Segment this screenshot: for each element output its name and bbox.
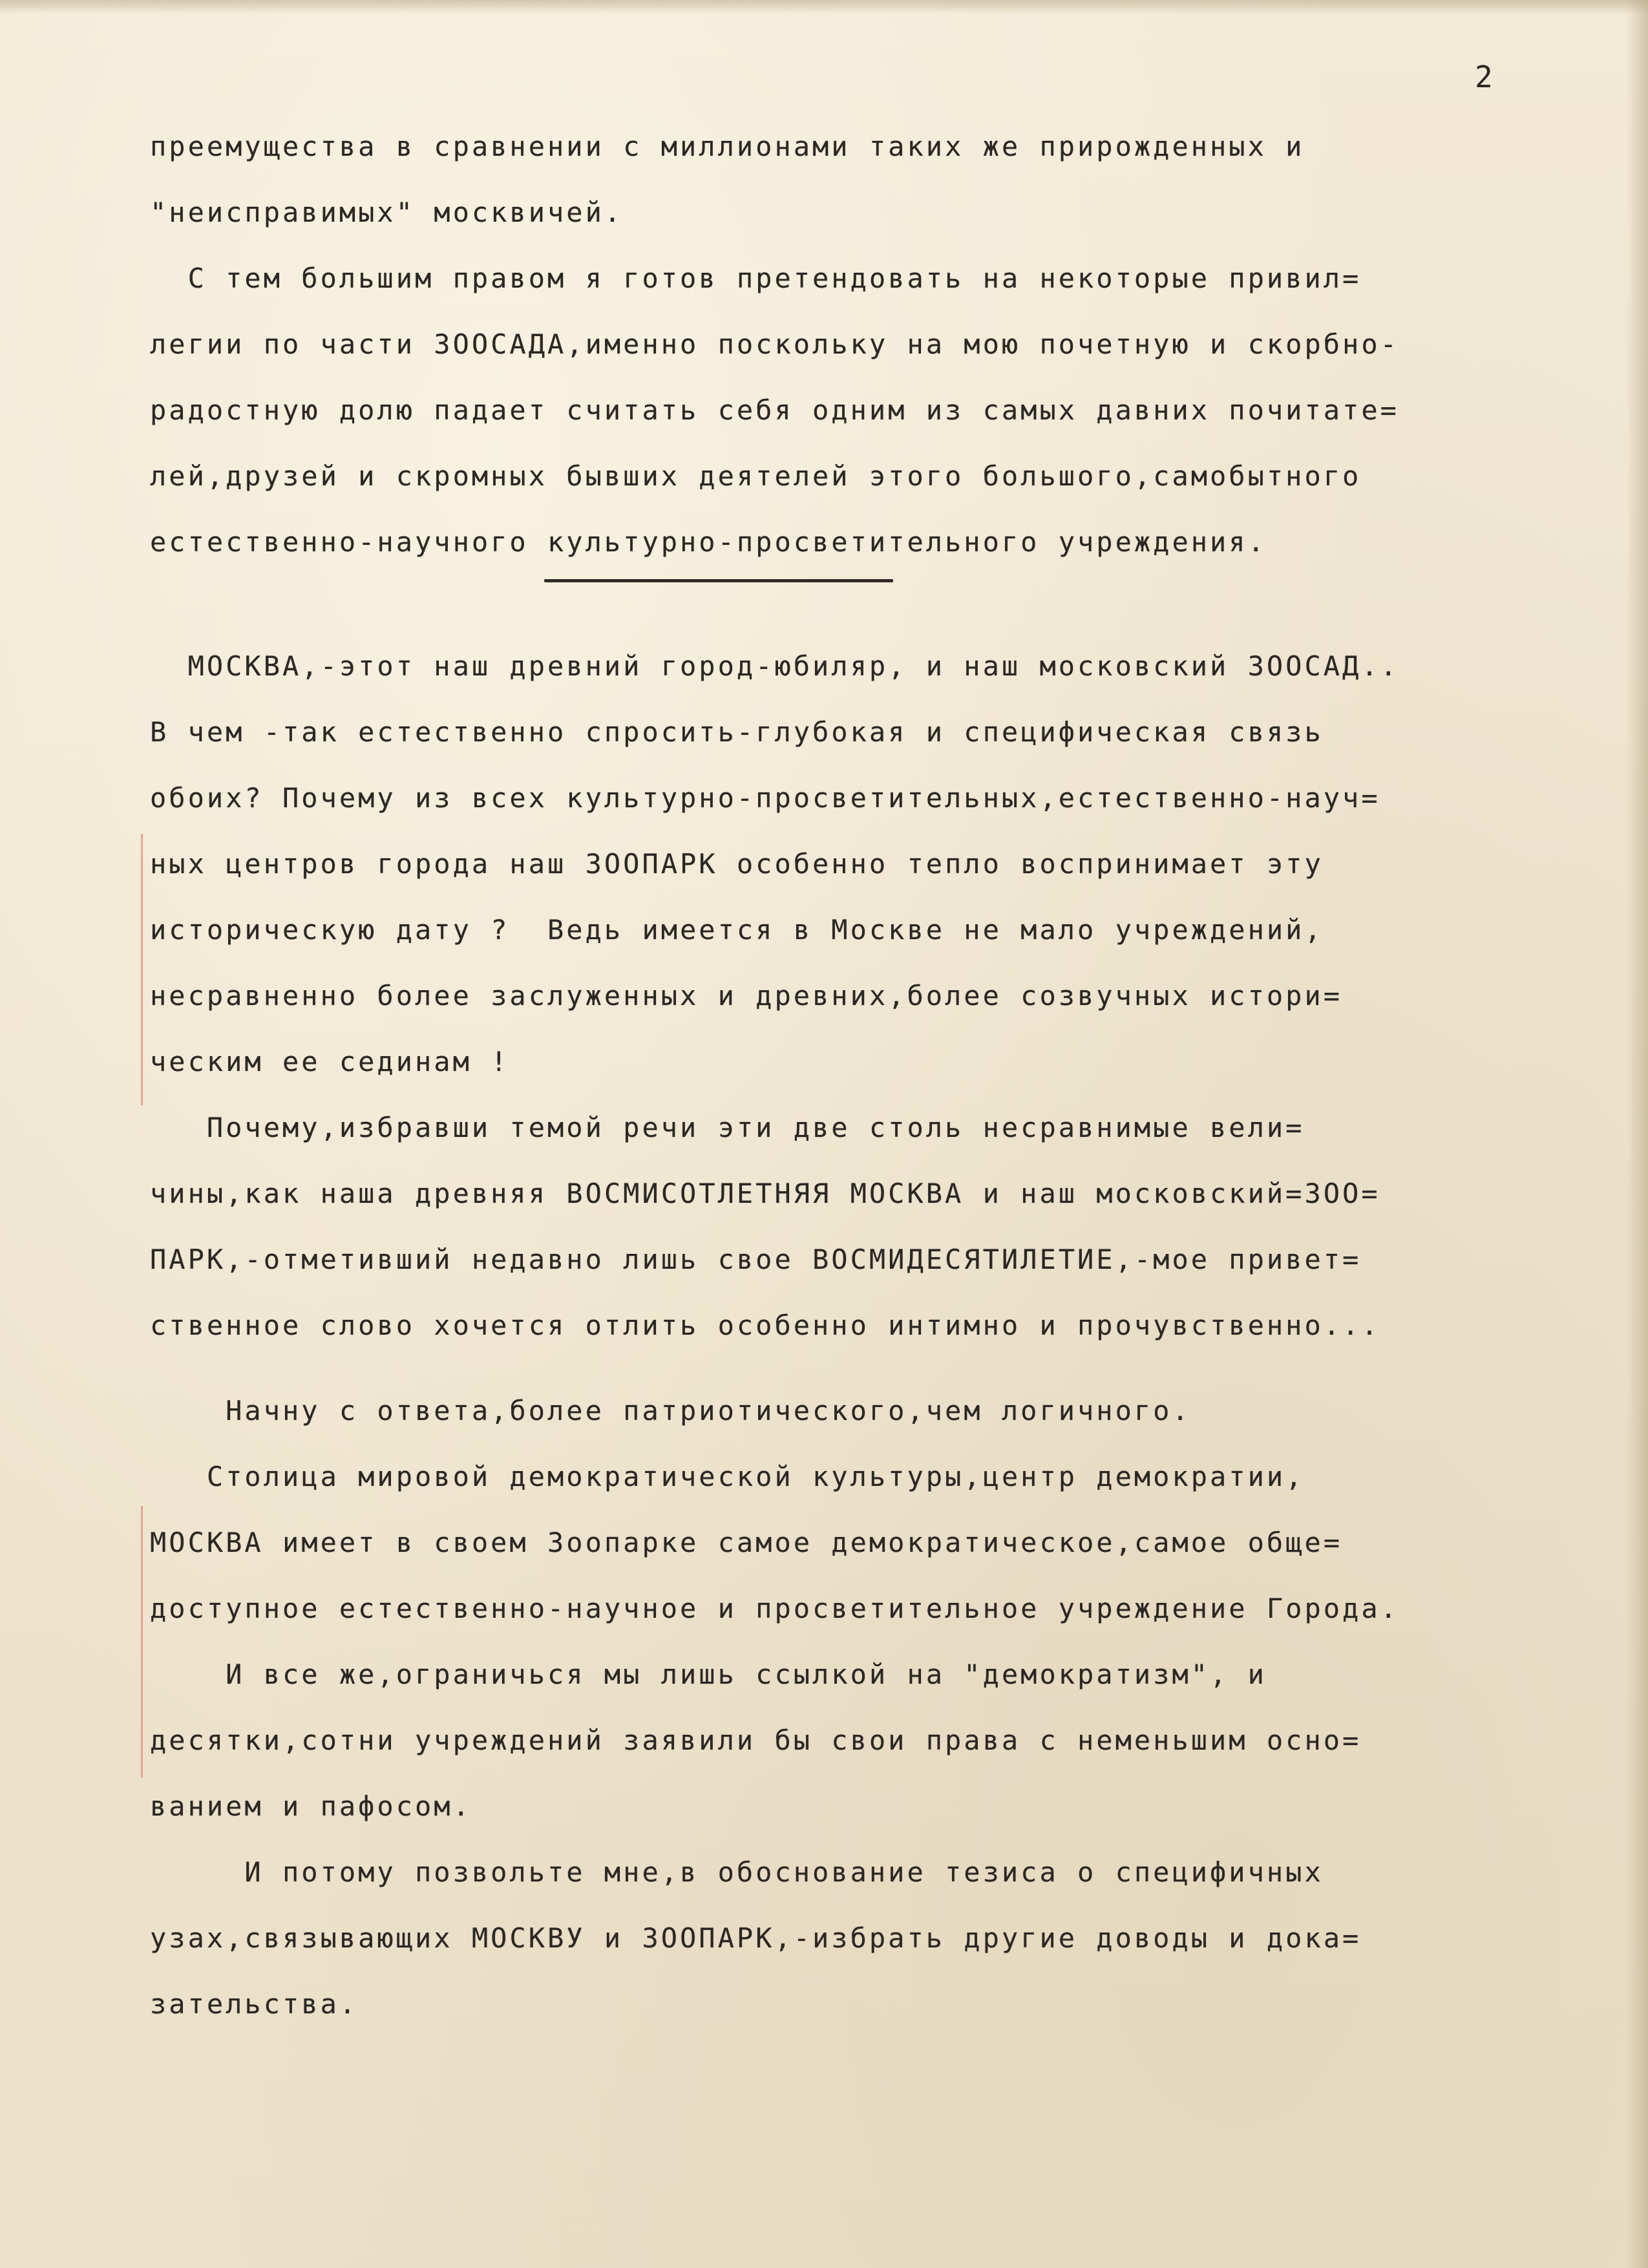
paragraph: [150, 1839, 1604, 2037]
text-line: ных центров города наш ЗООПАРК особенно тепло воспринимает эту: [150, 848, 1324, 880]
text-line: историческую дату ? Ведь имеется в Москве не мало учреждений,: [150, 914, 1324, 946]
text-line: естественно-научного культурно-просветительного учреждения.: [150, 526, 1267, 558]
text-line: С тем большим правом я готов претендовать на некоторые привил=: [150, 262, 1362, 294]
typewritten-text: [150, 114, 1604, 2037]
text-line: "неисправимых" москвичей.: [150, 196, 624, 228]
section-separator-line: [544, 579, 893, 582]
text-line: узах,связывающих МОСКВУ и ЗООПАРК,-избрать другие доводы и дока=: [150, 1922, 1362, 1954]
paragraph: [150, 1642, 1604, 1839]
text-line: МОСКВА имеет в своем Зоопарке самое демократическое,самое обще=: [150, 1527, 1343, 1558]
text-line: Столица мировой демократической культуры,центр демократии,: [150, 1461, 1305, 1492]
paragraph: [150, 1378, 1604, 1444]
text-line: доступное естественно-научное и просветительное учреждение Города.: [150, 1593, 1399, 1624]
text-line: Почему,избравши темой речи эти две столь несравнимые вели=: [150, 1112, 1305, 1143]
text-line: зательства.: [150, 1988, 359, 2020]
text-line: Начну с ответа,более патриотического,чем логичного.: [150, 1395, 1191, 1426]
text-line: несравненно более заслуженных и древних,более созвучных истори=: [150, 980, 1343, 1012]
paragraph: [150, 633, 1604, 1095]
page-number: 2: [1475, 59, 1493, 94]
paragraph: [150, 1095, 1604, 1359]
paragraph: [150, 114, 1604, 246]
text-line: ванием и пафосом.: [150, 1790, 472, 1822]
text-line: радостную долю падает считать себя одним из самых давних почитате=: [150, 394, 1399, 426]
text-line: ственное слово хочется отлить особенно интимно и прочувственно...: [150, 1309, 1380, 1341]
text-line: чины,как наша древняя ВОСМИСОТЛЕТНЯЯ МОСКВА и наш московский=ЗОО=: [150, 1178, 1380, 1209]
paragraph: [150, 1444, 1604, 1642]
separator-gap: [150, 575, 1604, 608]
text-line: ПАРК,-отметивший недавно лишь свое ВОСМИДЕСЯТИЛЕТИЕ,-мое привет=: [150, 1244, 1362, 1275]
paper-edge-right: [1626, 0, 1648, 2268]
text-line: легии по части ЗООСАДА,именно поскольку на мою почетную и скорбно-: [150, 328, 1399, 360]
spacer: [150, 608, 1604, 633]
text-line: десятки,сотни учреждений заявили бы свои права с неменьшим осно=: [150, 1724, 1362, 1756]
paper-edge-top: [0, 0, 1648, 14]
paragraph: [150, 246, 1604, 575]
text-line: И потому позвольте мне,в обоснование тезиса о специфичных: [150, 1856, 1324, 1888]
margin-pencil-mark: [141, 834, 143, 1105]
text-line: И все же,ограничься мы лишь ссылкой на "демократизм", и: [150, 1659, 1267, 1690]
text-line: В чем -так естественно спросить-глубокая и специфическая связь: [150, 716, 1324, 748]
text-line: ческим ее сединам !: [150, 1046, 510, 1077]
margin-pencil-mark: [141, 1506, 143, 1777]
text-line: МОСКВА,-этот наш древний город-юбиляр, и наш московский ЗООСАД..: [150, 650, 1399, 682]
text-line: преемущества в сравнении с миллионами таких же прирожденных и: [150, 131, 1305, 162]
text-line: лей,друзей и скромных бывших деятелей этого большого,самобытного: [150, 460, 1362, 492]
spacer: [150, 1359, 1604, 1378]
text-line: обоих? Почему из всех культурно-просветительных,естественно-науч=: [150, 782, 1380, 814]
